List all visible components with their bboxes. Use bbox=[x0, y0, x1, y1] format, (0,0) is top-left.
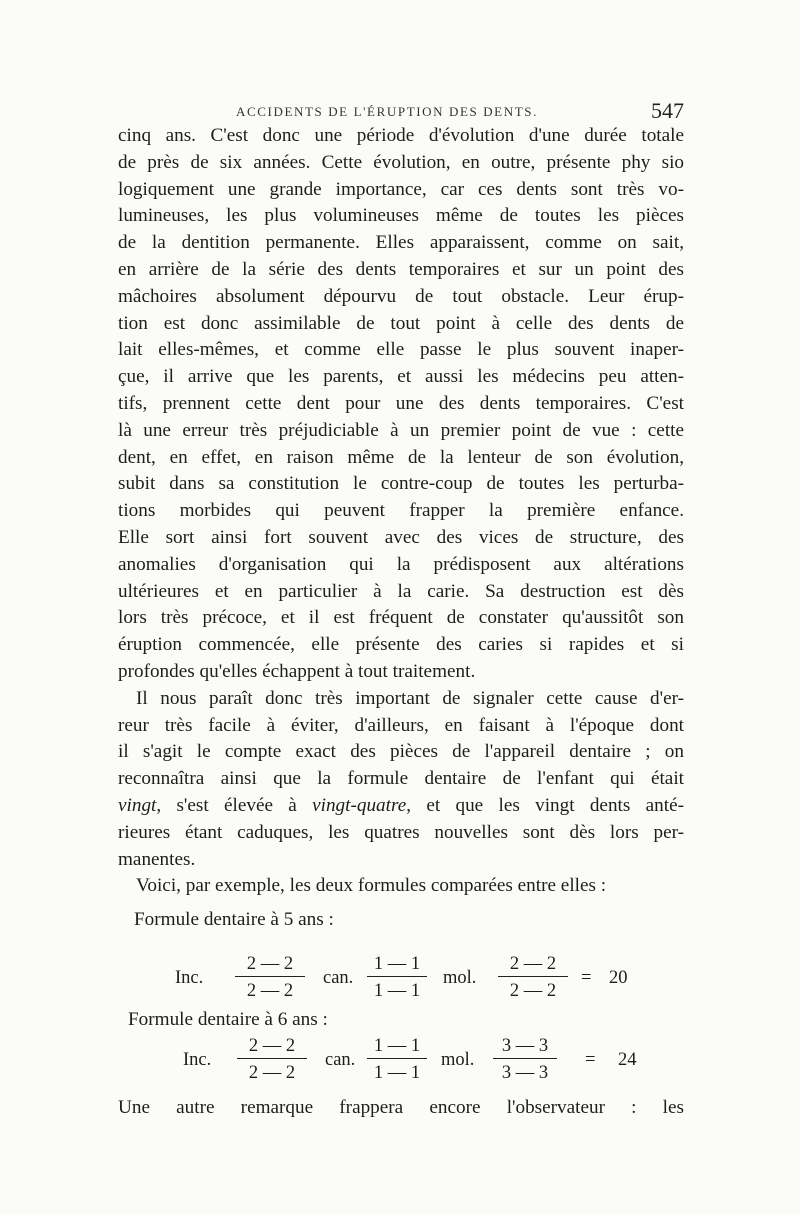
mol-fraction: 3 — 3 3 — 3 bbox=[493, 1034, 557, 1085]
text-line: tifs, prennent cette dent pour une des dents temporaires. C'est bbox=[118, 392, 684, 414]
inc-fraction: 2 — 2 2 — 2 bbox=[235, 952, 305, 1003]
text-span: , s'est élevée à bbox=[156, 794, 313, 816]
text-line: dent, en effet, en raison même de la lenteur de son évolution, bbox=[118, 446, 684, 468]
text-line: reconnaîtra ainsi que la formule dentaire de l'enfant qui était bbox=[118, 768, 684, 790]
text-line: lumineuses, les plus volumineuses même de toutes les pièces bbox=[118, 205, 684, 227]
can-fraction: 1 — 1 1 — 1 bbox=[367, 1034, 427, 1085]
mol-label: mol. bbox=[443, 968, 477, 988]
mol-fraction: 2 — 2 2 — 2 bbox=[498, 952, 568, 1003]
formula-6-ans bbox=[175, 1034, 655, 1094]
text-line bbox=[118, 793, 684, 820]
text-line: profondes qu'elles échappent à tout traitement. bbox=[118, 660, 476, 682]
formula-intro: Voici, par exemple, les deux formules comparées entre elles : bbox=[136, 875, 607, 897]
text-line: lors très précoce, et il est fréquent de constater qu'aussitôt son bbox=[118, 607, 684, 629]
text-line: cinq ans. C'est donc une période d'évolution d'une durée totale bbox=[118, 125, 684, 146]
formula-1-label: Formule dentaire à 5 ans : bbox=[134, 909, 334, 930]
text-line: de près de six années. Cette évolution, en outre, présente phy sio bbox=[118, 151, 684, 173]
text-line: tions morbides qui peuvent frapper la première enfance. bbox=[118, 500, 684, 522]
formula-total: 24 bbox=[618, 1050, 637, 1070]
mol-label: mol. bbox=[441, 1050, 475, 1070]
formula-total: 20 bbox=[609, 968, 628, 988]
text-line: Une autre remarque frappera encore l'observateur : les bbox=[118, 1097, 684, 1118]
text-line: reur très facile à éviter, d'ailleurs, en faisant à l'époque dont bbox=[118, 714, 684, 736]
paragraph-1 bbox=[118, 123, 684, 686]
text-line: mâchoires absolument dépourvu de tout obstacle. Leur érup- bbox=[118, 285, 684, 307]
equals-sign: = bbox=[585, 1050, 596, 1070]
text-line: subit dans sa constitution le contre-coup de toutes les perturba- bbox=[118, 473, 684, 495]
italic-word: vingt bbox=[118, 794, 157, 816]
text-line: de la dentition permanente. Elles apparaissent, comme on sait, bbox=[118, 232, 684, 254]
italic-word: vingt-quatre bbox=[312, 794, 407, 816]
text-line: Il nous paraît donc très important de signaler cette cause d'er- bbox=[136, 687, 684, 709]
running-head: ACCIDENTS DE L'ÉRUPTION DES DENTS. bbox=[236, 104, 538, 119]
text-line: en arrière de la série des dents temporaires et sur un point des bbox=[118, 258, 684, 280]
continuation-text bbox=[118, 1095, 684, 1122]
formula-5-ans bbox=[175, 952, 655, 1012]
can-label: can. bbox=[325, 1050, 356, 1070]
paragraph-2 bbox=[118, 686, 684, 874]
text-line: rieures étant caduques, les quatres nouvelles sont dès lors per- bbox=[118, 821, 684, 843]
text-line: tion est donc assimilable de tout point à celle des dents de bbox=[118, 312, 684, 334]
equals-sign: = bbox=[581, 968, 592, 988]
text-span: , et que les vingt dents anté- bbox=[406, 794, 684, 816]
page-number: 547 bbox=[651, 98, 684, 123]
formula-2-label: Formule dentaire à 6 ans : bbox=[128, 1009, 328, 1030]
inc-label: Inc. bbox=[175, 968, 204, 988]
text-line: Elle sort ainsi fort souvent avec des vices de structure, des bbox=[118, 526, 684, 548]
text-line: là une erreur très préjudiciable à un premier point de vue : cette bbox=[118, 419, 684, 441]
body-text bbox=[118, 123, 684, 900]
inc-fraction: 2 — 2 2 — 2 bbox=[237, 1034, 307, 1085]
text-line: logiquement une grande importance, car ces dents sont très vo- bbox=[118, 178, 684, 200]
text-line: il s'agit le compte exact des pièces de l'appareil dentaire ; on bbox=[118, 741, 684, 763]
text-line: lait elles-mêmes, et comme elle passe le plus souvent inaper- bbox=[118, 339, 684, 361]
text-line: manentes. bbox=[118, 848, 196, 870]
can-fraction: 1 — 1 1 — 1 bbox=[367, 952, 427, 1003]
text-line: çue, il arrive que les parents, et aussi les médecins peu atten- bbox=[118, 366, 684, 388]
text-line: ultérieures et en particulier à la carie. Sa destruction est dès bbox=[118, 580, 684, 602]
inc-label: Inc. bbox=[183, 1050, 212, 1070]
text-line: éruption commencée, elle présente des caries si rapides et si bbox=[118, 634, 684, 656]
can-label: can. bbox=[323, 968, 354, 988]
text-line: anomalies d'organisation qui la prédisposent aux altérations bbox=[118, 553, 684, 575]
